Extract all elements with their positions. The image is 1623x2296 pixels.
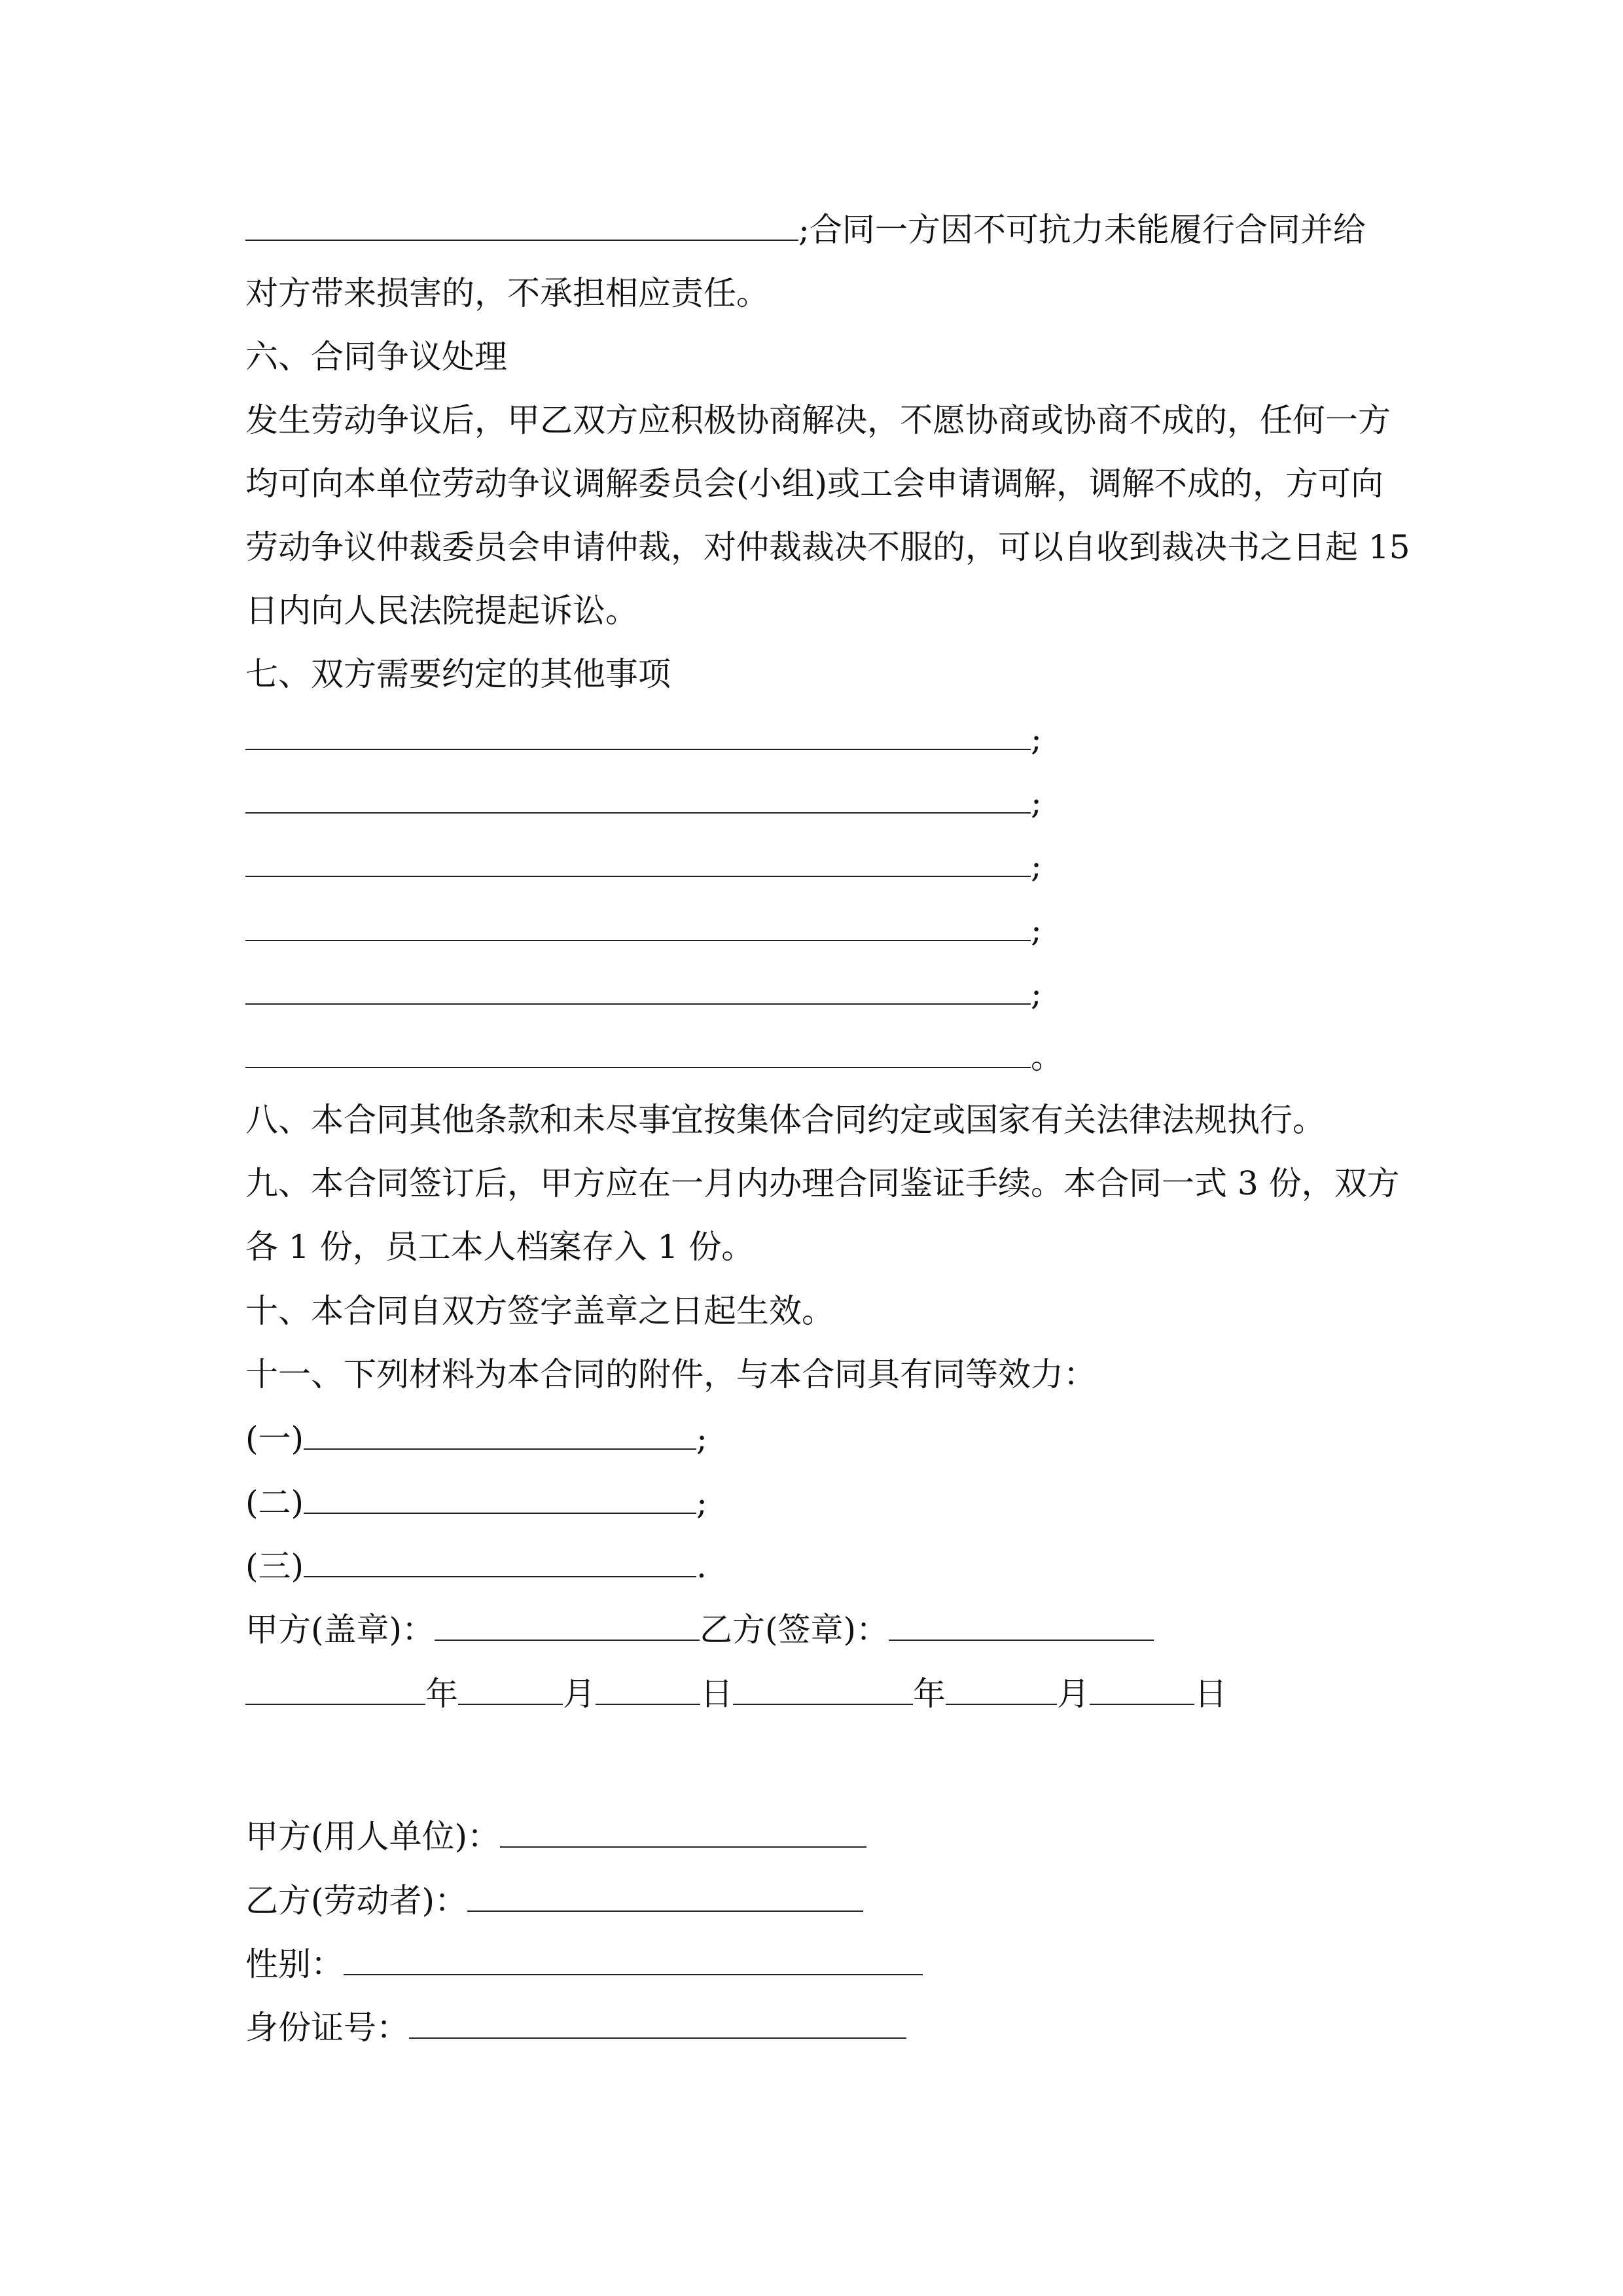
attachment-label: (二) — [245, 1484, 304, 1522]
other-item-line — [245, 719, 1042, 759]
party-b-day-field[interactable] — [1090, 1674, 1194, 1705]
line-ending: ; — [1031, 975, 1042, 1013]
other-item-line — [245, 973, 1042, 1013]
line-ending: . — [696, 1547, 707, 1585]
blank-field[interactable] — [245, 719, 1031, 750]
blank-field[interactable] — [245, 1037, 1031, 1068]
attachment-item-1 — [245, 1418, 707, 1458]
party-b-month-field[interactable] — [946, 1674, 1057, 1705]
id-number-field[interactable] — [409, 2007, 906, 2039]
attachment-item-2 — [245, 1482, 707, 1522]
dispute-text-line-4: 日内向人民法院提起诉讼。 — [245, 592, 638, 630]
blank-field[interactable] — [304, 1482, 696, 1514]
section-9-line-1: 九、本合同签订后，甲方应在一月内办理合同鉴证手续。本合同一式 3 份，双方 — [245, 1164, 1400, 1202]
signature-line — [245, 1609, 1154, 1649]
attachment-label: (三) — [245, 1547, 304, 1585]
worker-field[interactable] — [467, 1880, 863, 1912]
line-ending: ; — [1031, 720, 1042, 758]
employer-label: 甲方(用人单位)： — [245, 1818, 501, 1856]
year-label: 年 — [425, 1675, 458, 1713]
force-majeure-line — [245, 209, 1366, 249]
other-item-line — [245, 1037, 1063, 1077]
section-7-heading: 七、双方需要约定的其他事项 — [245, 655, 671, 693]
blank-field[interactable] — [245, 782, 1031, 814]
line-ending: ; — [1031, 911, 1042, 949]
id-number-line — [245, 2007, 906, 2047]
gender-label: 性别： — [245, 1945, 344, 1983]
date-line — [245, 1674, 1227, 1713]
force-majeure-line-2: 对方带来损害的，不承担相应责任。 — [245, 274, 769, 312]
worker-line — [245, 1880, 863, 1920]
blank-field[interactable] — [245, 973, 1031, 1005]
worker-label: 乙方(劳动者)： — [245, 1882, 468, 1920]
employer-field[interactable] — [500, 1816, 866, 1848]
section-11-heading: 十一、下列材料为本合同的附件，与本合同具有同等效力： — [245, 1355, 1096, 1393]
other-item-line — [245, 846, 1042, 886]
blank-field[interactable] — [304, 1546, 696, 1577]
section-6-heading: 六、合同争议处理 — [245, 338, 507, 376]
line-ending: ; — [1031, 783, 1042, 821]
day-label: 日 — [1194, 1675, 1227, 1713]
blank-field[interactable] — [245, 209, 798, 241]
line-ending: ; — [696, 1484, 707, 1522]
section-10-text: 十、本合同自双方签字盖章之日起生效。 — [245, 1292, 834, 1330]
day-label: 日 — [700, 1675, 733, 1713]
year-label: 年 — [913, 1675, 946, 1713]
month-label: 月 — [1057, 1675, 1090, 1713]
party-b-year-field[interactable] — [733, 1674, 913, 1705]
party-b-sign-field[interactable] — [889, 1609, 1154, 1641]
other-item-line — [245, 910, 1042, 950]
force-majeure-text: ;合同一方因不可抗力未能履行合同并给 — [798, 211, 1366, 249]
id-number-label: 身份证号： — [245, 2009, 409, 2047]
dispute-text-line-2: 均可向本单位劳动争议调解委员会(小组)或工会申请调解，调解不成的，方可向 — [245, 465, 1384, 503]
gender-field[interactable] — [344, 1944, 923, 1975]
section-9-line-2: 各 1 份，员工本人档案存入 1 份。 — [245, 1228, 755, 1266]
party-a-year-field[interactable] — [245, 1674, 425, 1705]
party-b-sign-label: 乙方(签章)： — [700, 1611, 889, 1649]
employer-line — [245, 1816, 866, 1856]
line-ending: ; — [1031, 847, 1042, 885]
month-label: 月 — [563, 1675, 596, 1713]
blank-field[interactable] — [304, 1418, 696, 1450]
party-a-day-field[interactable] — [596, 1674, 700, 1705]
dispute-text-line-1: 发生劳动争议后，甲乙双方应积极协商解决，不愿协商或协商不成的，任何一方 — [245, 401, 1391, 439]
blank-field[interactable] — [245, 846, 1031, 877]
blank-field[interactable] — [245, 910, 1031, 941]
party-a-seal-label: 甲方(盖章)： — [245, 1611, 435, 1649]
section-8-text: 八、本合同其他条款和未尽事宜按集体合同约定或国家有关法律法规执行。 — [245, 1101, 1325, 1139]
gender-line — [245, 1944, 923, 1984]
dispute-text-line-3: 劳动争议仲裁委员会申请仲裁，对仲裁裁决不服的，可以自收到裁决书之日起 15 — [245, 528, 1410, 566]
attachment-label: (一) — [245, 1420, 304, 1458]
other-item-line — [245, 782, 1042, 822]
party-a-seal-field[interactable] — [435, 1609, 700, 1641]
attachment-item-3 — [245, 1546, 707, 1586]
line-ending: ; — [696, 1420, 707, 1458]
line-ending: 。 — [1031, 1038, 1063, 1076]
party-a-month-field[interactable] — [458, 1674, 563, 1705]
